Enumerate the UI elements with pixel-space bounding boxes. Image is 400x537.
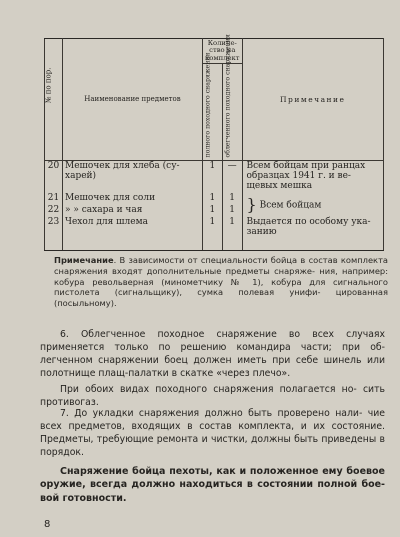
row-num: 21 — [45, 193, 63, 205]
col-qty-light-label: облегченного походного снаряжения — [224, 34, 232, 158]
row-name: Мешочек для соли — [63, 193, 203, 205]
page-number: 8 — [44, 519, 51, 530]
brace-icon: } — [246, 194, 257, 214]
equipment-table — [44, 34, 384, 251]
row-num: 20 — [45, 161, 63, 193]
table-row — [45, 193, 384, 205]
paragraph-7: 7. До укладки снаряжения должно быть проверено нали- чие всех предметов, входящих в состав комплекта, и их состояние. Предметы, требующие ремонта и чистки, должны быть приведены в порядок. — [40, 408, 385, 459]
row-qty-light: 1 — [222, 205, 242, 217]
table-row — [45, 161, 384, 193]
row-note-text: Всем бойцам — [259, 200, 322, 211]
footnote-label: Примечание — [54, 255, 114, 265]
row-qty-light: — — [222, 161, 242, 193]
row-qty-full: 1 — [203, 161, 223, 193]
col-qty-full-label: полного походного снаряжения — [204, 52, 212, 158]
paragraph-gas-mask: При обоих видах походного снаряжения полагается но- сить противогаз. — [40, 384, 385, 409]
row-qty-light: 1 — [222, 193, 242, 205]
row-num: 22 — [45, 205, 63, 217]
row-num: 23 — [45, 217, 63, 250]
table-row — [45, 217, 384, 250]
row-name: Мешочек для хлеба (су- харей) — [63, 161, 203, 193]
row-qty-light: 1 — [222, 217, 242, 250]
row-note: Выдается по особому ука- занию — [242, 217, 383, 250]
footnote-text: . В зависимости от специальности бойца в состав комплекта снаряжения входят дополнительные предметы снаряже- ния, например: кобура револьверная (минометчику № 1), кобура для сигнального пистолета (сигнальщику), сумка полевая унифи- цированная (посыльному). — [54, 255, 388, 309]
row-name: Чехол для шлема — [63, 217, 203, 250]
paragraph-final: Снаряжение бойца пехоты, как и положенное ему боевое оружие, всегда должно находиться в состоянии полной бое- вой готовности. — [40, 466, 385, 504]
table-footnote — [54, 255, 388, 309]
row-qty-full: 1 — [203, 193, 223, 205]
col-name-header: Наименование предметов — [63, 39, 203, 161]
row-note: Всем бойцам при ранцах образцах 1941 г. и ве- щевых мешка — [242, 161, 383, 193]
row-qty-full: 1 — [203, 205, 223, 217]
row-note — [242, 193, 383, 217]
col-note-header: Примечание — [242, 39, 383, 161]
col-num-label: № по пор. — [44, 67, 53, 103]
row-name: » » сахара и чая — [63, 205, 203, 217]
col-qty-full-header — [203, 52, 223, 161]
col-num-header — [45, 39, 63, 161]
paragraph-6: 6. Облегченное походное снаряжение во всех случаях применяется только по решению командира части; при об- легченном снаряжении боец должен иметь при себе шинель или полотнище плащ-палатки в скатке «через плечо». — [40, 329, 385, 380]
col-qty-header: Количе- ство на комплект — [203, 39, 243, 64]
row-qty-full: 1 — [203, 217, 223, 250]
